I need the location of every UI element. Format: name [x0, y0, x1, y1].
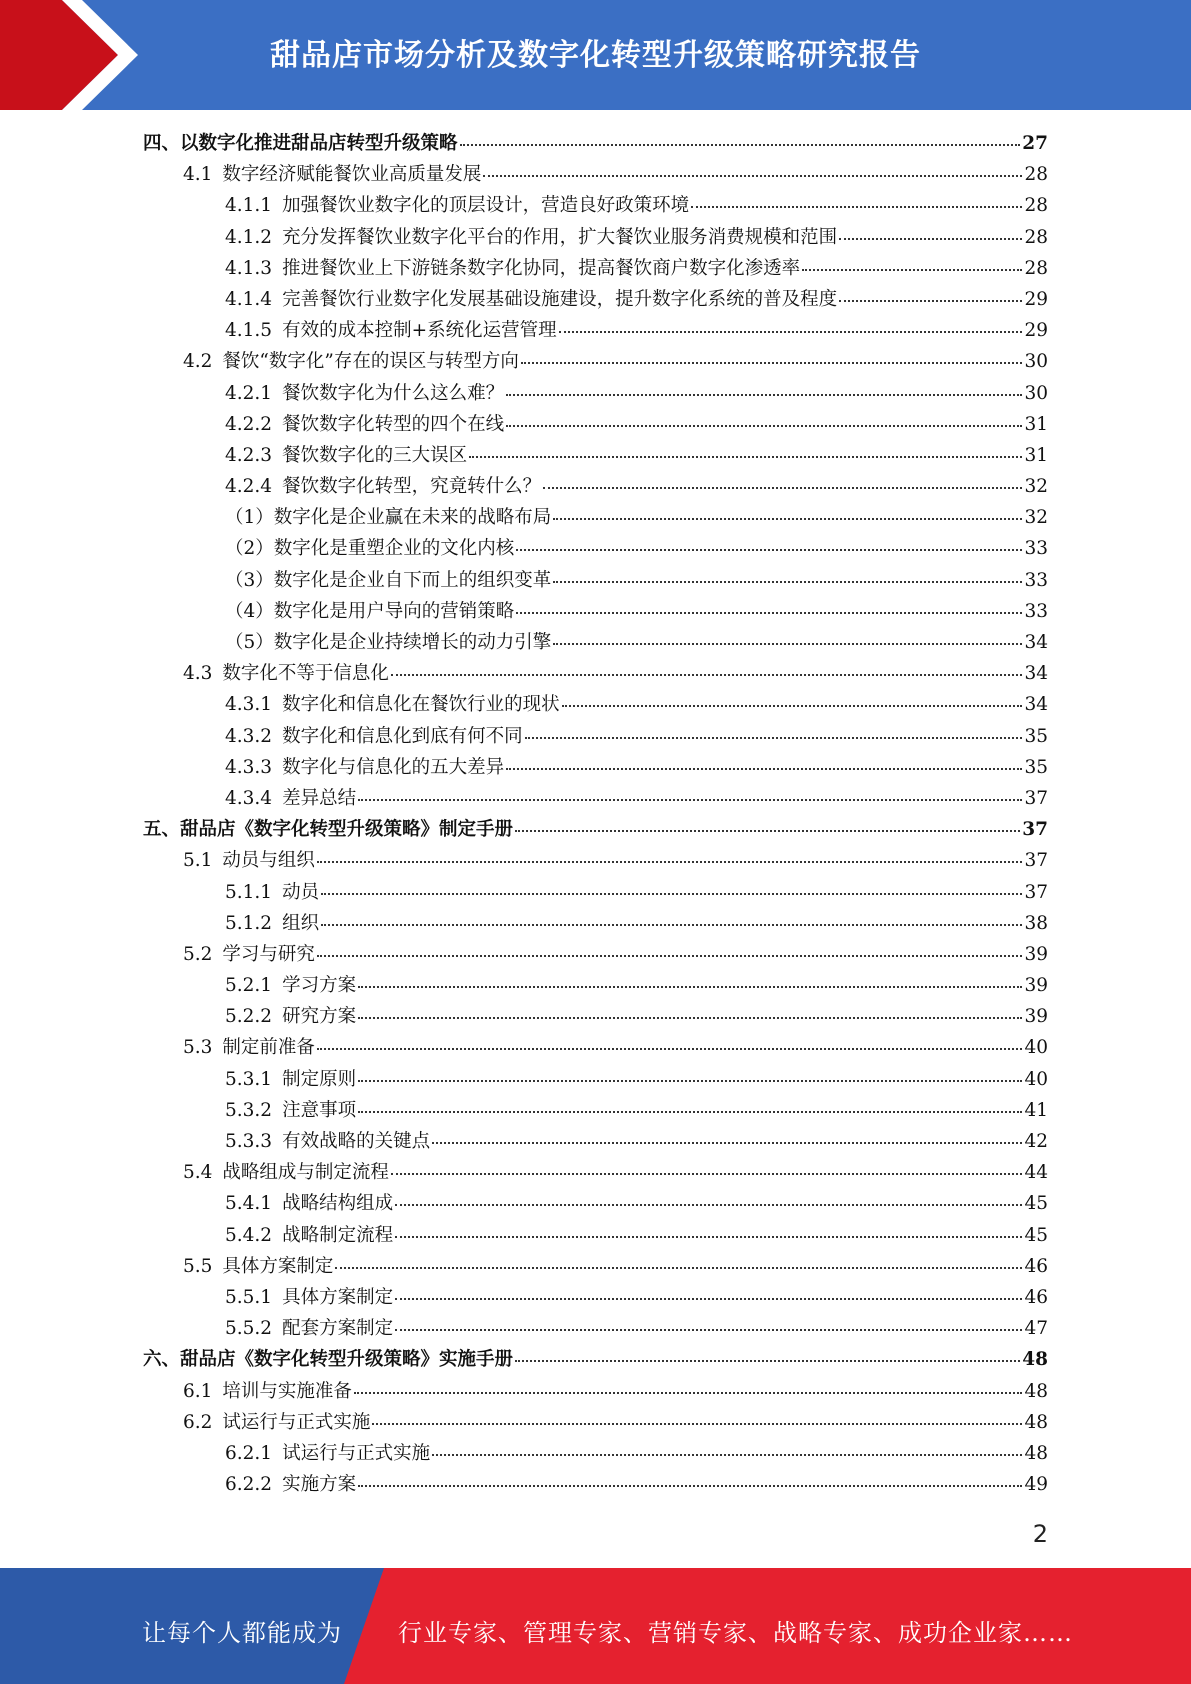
toc-entry-title: 动员与组织: [222, 850, 315, 872]
toc-dot-leader: [432, 1141, 1022, 1144]
toc-entry-title: 有效战略的关键点: [282, 1131, 431, 1152]
toc-dot-leader: [515, 1359, 1020, 1362]
toc-entry-page: 48: [1024, 1380, 1048, 1402]
toc-dot-leader: [335, 1266, 1022, 1269]
toc-entry[interactable]: [143, 1376, 1048, 1407]
toc-entry-number: 4.2: [183, 351, 213, 373]
toc-entry-number: 5.3.3: [225, 1131, 273, 1152]
toc-dot-leader: [358, 1079, 1022, 1082]
toc-entry-page: 32: [1024, 507, 1048, 529]
toc-dot-leader: [358, 1016, 1022, 1019]
toc-entry-title: 制定前准备: [222, 1037, 315, 1059]
toc-entry-number: 6.2: [183, 1411, 213, 1433]
toc-entry-page: 39: [1024, 975, 1048, 997]
page-header: [0, 0, 1191, 110]
toc-entry[interactable]: [143, 471, 1048, 502]
toc-entry-page: 39: [1024, 1006, 1048, 1028]
toc-dot-leader: [354, 1391, 1023, 1394]
toc-entry-number: 5.2.2: [225, 1006, 273, 1028]
toc-entry-title: 数字经济赋能餐饮业高质量发展: [222, 164, 482, 186]
footer-slogan-left: 让每个人都能成为: [142, 1619, 342, 1647]
toc-entry[interactable]: [143, 1438, 1048, 1469]
toc-entry-title: 数字化不等于信息化: [222, 663, 389, 685]
toc-entry[interactable]: [143, 1469, 1048, 1500]
toc-dot-leader: [553, 517, 1022, 520]
toc-dot-leader: [372, 1422, 1022, 1425]
toc-entry-title: 配套方案制定: [282, 1318, 394, 1340]
toc-entry[interactable]: [143, 783, 1048, 814]
toc-entry-page: 33: [1024, 538, 1048, 560]
toc-entry-title: 餐饮数字化转型的四个在线: [282, 413, 505, 435]
toc-entry-page: 31: [1024, 444, 1048, 466]
toc-entry-page: 49: [1024, 1474, 1048, 1496]
toc-dot-leader: [321, 892, 1022, 895]
toc-entry[interactable]: [143, 159, 1048, 190]
toc-entry-page: 48: [1022, 1349, 1048, 1371]
toc-dot-leader: [317, 860, 1023, 863]
toc-entry[interactable]: [143, 1064, 1048, 1095]
toc-entry[interactable]: [143, 533, 1048, 564]
toc-dot-leader: [358, 798, 1022, 801]
toc-entry-page: 30: [1024, 351, 1048, 373]
toc-entry-page: 45: [1024, 1193, 1048, 1215]
toc-entry-page: 33: [1024, 569, 1048, 591]
toc-entry-number: 4.2.4: [225, 476, 273, 498]
toc-dot-leader: [839, 299, 1022, 302]
toc-entry[interactable]: [143, 1344, 1048, 1375]
toc-dot-leader: [317, 954, 1023, 957]
toc-entry[interactable]: [143, 845, 1048, 876]
toc-entry-title: 注意事项: [282, 1099, 357, 1121]
toc-dot-leader: [691, 205, 1022, 208]
document-title: 甜品店市场分析及数字化转型升级策略研究报告: [270, 38, 921, 73]
toc-entry[interactable]: [143, 1126, 1048, 1157]
toc-entry-number: 4.3: [183, 663, 213, 685]
toc-dot-leader: [358, 1110, 1022, 1113]
toc-entry-page: 29: [1024, 320, 1048, 342]
toc-entry-title: 战略结构组成: [282, 1193, 394, 1215]
toc-dot-leader: [562, 704, 1023, 707]
toc-dot-leader: [460, 143, 1021, 146]
toc-entry-number: 4.1.3: [225, 257, 273, 279]
toc-entry-page: 47: [1024, 1318, 1048, 1340]
toc-entry-title: （4）数字化是用户导向的营销策略: [225, 600, 515, 622]
toc-entry-number: 4.1.2: [225, 226, 273, 248]
toc-entry-number: 4.1.5: [225, 320, 273, 342]
toc-entry-page: 27: [1022, 133, 1048, 154]
toc-entry-title: 学习方案: [282, 975, 357, 997]
toc-entry-number: 4.3.3: [225, 756, 273, 778]
toc-entry-page: 48: [1024, 1442, 1048, 1464]
toc-entry-number: 5.2.1: [225, 975, 273, 997]
toc-entry[interactable]: [143, 1407, 1048, 1438]
toc-entry-title: 试运行与正式实施: [282, 1442, 431, 1464]
toc-entry-title: 数字化和信息化到底有何不同: [282, 725, 523, 747]
toc-entry[interactable]: [143, 565, 1048, 596]
toc-entry-number: 5.4.2: [225, 1224, 273, 1246]
toc-dot-leader: [543, 486, 1022, 489]
toc-entry-title: 加强餐饮业数字化的顶层设计，营造良好政策环境: [282, 195, 690, 217]
toc-entry[interactable]: [143, 970, 1048, 1001]
toc-entry[interactable]: [143, 1188, 1048, 1219]
toc-entry-number: 6.2.1: [225, 1442, 273, 1464]
toc-entry-number: 4.2.1: [225, 382, 273, 404]
toc-entry-title: 差异总结: [282, 787, 357, 809]
toc-entry-page: 29: [1024, 288, 1048, 310]
toc-entry-page: 45: [1024, 1224, 1048, 1246]
toc-entry-page: 42: [1024, 1131, 1048, 1152]
toc-entry-title: 实施方案: [282, 1474, 357, 1496]
toc-entry-number: 4.1.4: [225, 288, 273, 310]
toc-entry-page: 40: [1024, 1068, 1048, 1090]
toc-entry-title: （1）数字化是企业赢在未来的战略布局: [225, 507, 552, 529]
toc-entry-number: 4.3.4: [225, 787, 273, 809]
toc-entry-number: 5.5.1: [225, 1286, 273, 1308]
toc-entry-page: 34: [1024, 694, 1048, 716]
footer-slogan-right: 行业专家、管理专家、营销专家、战略专家、成功企业家……: [398, 1619, 1073, 1647]
toc-entry[interactable]: [143, 128, 1048, 159]
toc-dot-leader: [515, 829, 1020, 832]
toc-entry[interactable]: [143, 502, 1048, 533]
toc-entry-number: 5.4.1: [225, 1193, 273, 1215]
toc-entry-title: 研究方案: [282, 1006, 357, 1028]
toc-entry[interactable]: [143, 752, 1048, 783]
toc-entry[interactable]: [143, 814, 1048, 845]
toc-dot-leader: [395, 1235, 1022, 1238]
page-footer: [0, 1568, 1191, 1684]
toc-entry-page: 32: [1024, 476, 1048, 498]
toc-entry-title: 学习与研究: [222, 943, 315, 965]
toc-entry[interactable]: [143, 378, 1048, 409]
toc-dot-leader: [483, 174, 1022, 177]
toc-entry[interactable]: [143, 1220, 1048, 1251]
toc-entry-page: 35: [1024, 725, 1048, 747]
toc-entry[interactable]: [143, 1095, 1048, 1126]
toc-entry[interactable]: [143, 253, 1048, 284]
table-of-contents: [143, 128, 1048, 1500]
toc-dot-leader: [506, 424, 1022, 427]
toc-entry-title: 餐饮“数字化”存在的误区与转型方向: [222, 351, 519, 373]
toc-dot-leader: [358, 985, 1022, 988]
toc-entry-title: 培训与实施准备: [222, 1380, 352, 1402]
toc-entry-title: 四、以数字化推进甜品店转型升级策略: [143, 133, 458, 154]
toc-entry-title: 具体方案制定: [282, 1286, 394, 1308]
toc-entry[interactable]: [143, 596, 1048, 627]
toc-entry-page: 35: [1024, 756, 1048, 778]
toc-entry-page: 37: [1024, 787, 1048, 809]
toc-entry-number: 5.1.1: [225, 881, 273, 903]
toc-dot-leader: [516, 548, 1022, 551]
toc-entry-title: 制定原则: [282, 1068, 357, 1090]
toc-entry-page: 33: [1024, 600, 1048, 622]
toc-entry-page: 28: [1024, 226, 1048, 248]
toc-entry-title: 具体方案制定: [222, 1255, 334, 1277]
toc-entry-title: 数字化和信息化在餐饮行业的现状: [282, 694, 560, 716]
toc-dot-leader: [553, 642, 1022, 645]
toc-entry[interactable]: [143, 222, 1048, 253]
toc-entry-page: 34: [1024, 632, 1048, 653]
toc-entry-number: 5.3.1: [225, 1068, 273, 1090]
toc-entry-number: 5.1.2: [225, 912, 273, 934]
toc-entry-title: 战略组成与制定流程: [222, 1162, 389, 1184]
toc-entry-title: 组织: [282, 912, 320, 934]
toc-entry-number: 5.2: [183, 943, 213, 965]
toc-entry[interactable]: [143, 1001, 1048, 1032]
toc-entry-title: 六、甜品店《数字化转型升级策略》实施手册: [143, 1349, 514, 1371]
toc-entry[interactable]: [143, 908, 1048, 939]
toc-entry-number: 6.2.2: [225, 1474, 273, 1496]
toc-entry-title: 充分发挥餐饮业数字化平台的作用，扩大餐饮业服务消费规模和范围: [282, 226, 838, 248]
toc-dot-leader: [395, 1203, 1022, 1206]
toc-dot-leader: [516, 611, 1022, 614]
toc-entry[interactable]: [143, 658, 1048, 689]
toc-dot-leader: [391, 1172, 1023, 1175]
toc-entry[interactable]: [143, 877, 1048, 908]
toc-entry-number: 5.5.2: [225, 1318, 273, 1340]
toc-entry-number: 5.3: [183, 1037, 213, 1059]
toc-entry-number: 5.1: [183, 850, 213, 872]
toc-entry-title: （5）数字化是企业持续增长的动力引擎: [225, 632, 552, 653]
toc-entry-number: 4.3.2: [225, 725, 273, 747]
toc-entry-page: 37: [1024, 850, 1048, 872]
toc-entry-page: 46: [1024, 1255, 1048, 1277]
toc-dot-leader: [432, 1453, 1022, 1456]
toc-entry[interactable]: [143, 627, 1048, 658]
toc-entry[interactable]: [143, 409, 1048, 440]
toc-entry-page: 30: [1024, 382, 1048, 404]
toc-entry-number: 5.5: [183, 1255, 213, 1277]
toc-entry[interactable]: [143, 440, 1048, 471]
toc-entry-title: 试运行与正式实施: [222, 1411, 371, 1433]
toc-entry-page: 28: [1024, 164, 1048, 186]
toc-dot-leader: [553, 580, 1022, 583]
toc-entry-number: 4.1: [183, 164, 213, 186]
toc-entry[interactable]: [143, 284, 1048, 315]
toc-dot-leader: [525, 736, 1023, 739]
toc-entry-page: 39: [1024, 943, 1048, 965]
toc-entry-title: 餐饮数字化为什么这么难？: [282, 382, 505, 404]
toc-dot-leader: [321, 923, 1022, 926]
toc-entry-number: 4.1.1: [225, 195, 273, 217]
toc-entry[interactable]: [143, 721, 1048, 752]
toc-entry[interactable]: [143, 190, 1048, 221]
toc-entry-number: 5.3.2: [225, 1099, 273, 1121]
toc-dot-leader: [559, 330, 1023, 333]
toc-entry-page: 37: [1024, 881, 1048, 903]
toc-dot-leader: [839, 237, 1022, 240]
toc-entry[interactable]: [143, 939, 1048, 970]
toc-entry-title: 数字化与信息化的五大差异: [282, 756, 505, 778]
toc-dot-leader: [395, 1297, 1022, 1300]
toc-entry-page: 41: [1024, 1099, 1048, 1121]
toc-entry-title: 餐饮数字化转型，究竟转什么？: [282, 476, 542, 498]
toc-entry-title: （3）数字化是企业自下而上的组织变革: [225, 569, 552, 591]
toc-entry[interactable]: [143, 315, 1048, 346]
toc-entry[interactable]: [143, 1282, 1048, 1313]
toc-entry-number: 6.1: [183, 1380, 213, 1402]
toc-entry[interactable]: [143, 1313, 1048, 1344]
toc-entry-page: 28: [1024, 257, 1048, 279]
toc-entry[interactable]: [143, 346, 1048, 377]
toc-entry-title: 餐饮数字化的三大误区: [282, 444, 468, 466]
toc-dot-leader: [395, 1328, 1022, 1331]
toc-entry-title: 有效的成本控制+系统化运营管理: [282, 320, 557, 342]
toc-entry-title: 完善餐饮行业数字化发展基础设施建设，提升数字化系统的普及程度: [282, 288, 838, 310]
toc-entry-number: 4.2.2: [225, 413, 273, 435]
toc-entry[interactable]: [143, 1032, 1048, 1063]
toc-entry-page: 37: [1022, 819, 1048, 841]
toc-entry-page: 40: [1024, 1037, 1048, 1059]
toc-entry-page: 34: [1024, 663, 1048, 685]
toc-entry-title: 五、甜品店《数字化转型升级策略》制定手册: [143, 819, 514, 841]
toc-entry-number: 4.3.1: [225, 694, 273, 716]
toc-entry-page: 31: [1024, 413, 1048, 435]
toc-entry-number: 5.4: [183, 1162, 213, 1184]
toc-dot-leader: [391, 673, 1023, 676]
toc-entry[interactable]: [143, 689, 1048, 720]
toc-dot-leader: [521, 361, 1023, 364]
toc-entry-title: 战略制定流程: [282, 1224, 394, 1246]
toc-entry-number: 4.2.3: [225, 444, 273, 466]
toc-dot-leader: [506, 393, 1022, 396]
header-arrow-decoration: [0, 0, 170, 110]
toc-entry[interactable]: [143, 1157, 1048, 1188]
toc-dot-leader: [358, 1484, 1022, 1487]
toc-entry[interactable]: [143, 1251, 1048, 1282]
toc-dot-leader: [506, 767, 1022, 770]
toc-entry-page: 44: [1024, 1162, 1048, 1184]
toc-entry-title: 动员: [282, 881, 320, 903]
toc-dot-leader: [317, 1047, 1023, 1050]
toc-entry-page: 48: [1024, 1411, 1048, 1433]
page-number: 2: [1032, 1520, 1048, 1548]
toc-entry-page: 46: [1024, 1286, 1048, 1308]
toc-entry-title: （2）数字化是重塑企业的文化内核: [225, 538, 515, 560]
toc-entry-page: 38: [1024, 912, 1048, 934]
toc-entry-page: 28: [1024, 195, 1048, 217]
toc-dot-leader: [469, 455, 1022, 458]
toc-dot-leader: [802, 268, 1022, 271]
toc-entry-title: 推进餐饮业上下游链条数字化协同，提高餐饮商户数字化渗透率: [282, 257, 801, 279]
